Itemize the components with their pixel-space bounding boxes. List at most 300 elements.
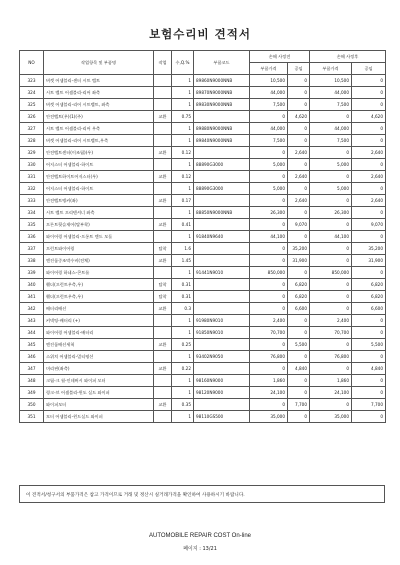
cell-code — [194, 339, 250, 351]
cell-after-labor: 0 — [352, 183, 386, 195]
cell-before-price: 0 — [250, 219, 288, 231]
cell-after-price: 0 — [310, 147, 352, 159]
cell-qty: 0.31 — [172, 279, 194, 291]
cell-no: 324 — [20, 87, 44, 99]
cell-before-labor: 0 — [288, 327, 310, 339]
cell-part: 크립-크 월-인데버시 와이퍼 모터 — [44, 375, 154, 387]
table-row — [20, 87, 386, 99]
cell-qty: 0.41 — [172, 219, 194, 231]
table-row — [20, 255, 386, 267]
cell-work — [154, 135, 172, 147]
cell-work: 교환 — [154, 195, 172, 207]
cell-no: 339 — [20, 267, 44, 279]
cell-code: 88850N9000NNB — [194, 207, 250, 219]
cell-before-labor: 4,620 — [288, 111, 310, 123]
header-after-part-price: 부품가격 — [310, 63, 352, 75]
cell-part: 어저스터 어셈블리-하이트 — [44, 159, 154, 171]
cell-before-price: 0 — [250, 171, 288, 183]
cell-after-price: 0 — [310, 243, 352, 255]
cell-after-price: 35,000 — [310, 411, 352, 423]
cell-work — [154, 159, 172, 171]
cell-part: 어저스터 어셈블리-하이트 — [44, 183, 154, 195]
cell-code: 98120N9000 — [194, 387, 250, 399]
cell-code — [194, 243, 250, 255]
cell-work — [154, 411, 172, 423]
cell-qty: 1 — [172, 351, 194, 363]
cell-code — [194, 219, 250, 231]
cell-before-labor: 0 — [288, 183, 310, 195]
cell-work — [154, 123, 172, 135]
cell-after-price: 0 — [310, 363, 352, 375]
cell-qty: 0.31 — [172, 291, 194, 303]
table-row — [20, 375, 386, 387]
cell-work: 교환 — [154, 303, 172, 315]
cell-after-labor: 0 — [352, 267, 386, 279]
cell-before-price: 0 — [250, 363, 288, 375]
cell-work: 교환 — [154, 219, 172, 231]
cell-before-labor: 6,600 — [288, 303, 310, 315]
cell-after-price: 0 — [310, 111, 352, 123]
cell-no: 334 — [20, 207, 44, 219]
table-row — [20, 267, 386, 279]
cell-code: 98110GS500 — [194, 411, 250, 423]
header-no: NO — [20, 51, 44, 75]
cell-part: 링크-브 어셈블리-윈도 실드 와이퍼 — [44, 387, 154, 399]
cell-no: 347 — [20, 363, 44, 375]
cell-after-price: 10,500 — [310, 75, 352, 87]
cell-qty: 1 — [172, 183, 194, 195]
cell-before-price: 5,000 — [250, 183, 288, 195]
cell-after-price: 2,400 — [310, 315, 352, 327]
cell-work: 교환 — [154, 111, 172, 123]
cell-work: 교환 — [154, 171, 172, 183]
cell-before-labor: 0 — [288, 159, 310, 171]
header-code: 부품코드 — [194, 51, 250, 75]
cell-no: 346 — [20, 351, 44, 363]
cell-after-labor: 0 — [352, 387, 386, 399]
cell-code: 91980N9010 — [194, 315, 250, 327]
header-after-labor: 공임 — [352, 63, 386, 75]
cell-before-price: 0 — [250, 243, 288, 255]
cell-after-labor: 2,640 — [352, 195, 386, 207]
cell-part: 시트 벨트 프리텐셔너 좌측 — [44, 207, 154, 219]
cell-no: 335 — [20, 219, 44, 231]
cell-after-labor: 7,700 — [352, 399, 386, 411]
cell-code: 91850N9010 — [194, 327, 250, 339]
cell-qty: 0.35 — [172, 399, 194, 411]
cell-before-price: 0 — [250, 195, 288, 207]
cell-code — [194, 303, 250, 315]
cell-before-price: 44,100 — [250, 231, 288, 243]
cell-after-price: 0 — [310, 303, 352, 315]
cell-code — [194, 195, 250, 207]
cell-code: 98160N9000 — [194, 375, 250, 387]
cell-no: 350 — [20, 399, 44, 411]
cell-work — [154, 207, 172, 219]
cell-code: 89880N9000NNB — [194, 123, 250, 135]
cell-after-labor: 0 — [352, 411, 386, 423]
cell-before-labor: 0 — [288, 231, 310, 243]
cell-code: 88890G3000 — [194, 159, 250, 171]
table-row — [20, 399, 386, 411]
cell-before-price: 5,000 — [250, 159, 288, 171]
cell-after-labor: 0 — [352, 135, 386, 147]
cell-qty: 1 — [172, 411, 194, 423]
cell-qty: 1 — [172, 135, 194, 147]
cell-work — [154, 375, 172, 387]
cell-after-price: 7,500 — [310, 99, 352, 111]
cell-code — [194, 363, 250, 375]
cell-part: 배터리배선 — [44, 303, 154, 315]
header-work: 작업 — [154, 51, 172, 75]
cell-after-price: 0 — [310, 291, 352, 303]
table-row — [20, 135, 386, 147]
cell-before-price: 24,100 — [250, 387, 288, 399]
cell-part: 와이퍼모터 — [44, 399, 154, 411]
cell-part: 커넥팅-배터리 (+) — [44, 315, 154, 327]
cell-before-price: 0 — [250, 147, 288, 159]
cell-after-labor: 0 — [352, 207, 386, 219]
cell-after-labor: 0 — [352, 75, 386, 87]
header-qty: 수,Q.% — [172, 51, 194, 75]
cell-part: 버켓 어셈블리-리어 시트벨트, 좌측 — [44, 99, 154, 111]
cell-after-labor: 0 — [352, 159, 386, 171]
cell-part: 버켓 어셈블리-리어 시트벨트,우측 — [44, 135, 154, 147]
table-row — [20, 147, 386, 159]
table-row — [20, 75, 386, 87]
cell-code — [194, 399, 250, 411]
cell-after-labor: 0 — [352, 351, 386, 363]
cell-part: 버켓 어셈블리-센터 시트 밸트 — [44, 75, 154, 87]
header-before-labor: 공임 — [288, 63, 310, 75]
cell-work — [154, 315, 172, 327]
cell-after-price: 24,100 — [310, 387, 352, 399]
cell-after-price: 1,860 — [310, 375, 352, 387]
cell-work: 교환 — [154, 363, 172, 375]
cell-qty: 0.3 — [172, 303, 194, 315]
cell-before-price: 0 — [250, 111, 288, 123]
cell-after-price: 76,800 — [310, 351, 352, 363]
disclaimer-note: 이 견적서/청구서의 부품가격은 참고 가격이므로 거래 및 정산시 실거래가격을 확인하여 사용하시기 바랍니다. — [19, 485, 385, 503]
cell-qty: 0.22 — [172, 363, 194, 375]
cell-no: 343 — [20, 315, 44, 327]
cell-qty: 1 — [172, 75, 194, 87]
cell-after-labor: 0 — [352, 99, 386, 111]
cell-after-price: 0 — [310, 255, 352, 267]
cell-no: 342 — [20, 303, 44, 315]
table-row — [20, 207, 386, 219]
cell-qty: 1.6 — [172, 243, 194, 255]
cell-work: 교환 — [154, 339, 172, 351]
cell-before-labor: 0 — [288, 315, 310, 327]
cell-qty: 0.25 — [172, 339, 194, 351]
cell-part: 안전벨트센터(이조립)(우) — [44, 147, 154, 159]
cell-before-labor: 9,070 — [288, 219, 310, 231]
header-part: 작업항목 및 부품명 — [44, 51, 154, 75]
table-row — [20, 159, 386, 171]
cell-code: 88890G3000 — [194, 183, 250, 195]
cell-part: 프론트뒷슬제어(탈부착) — [44, 219, 154, 231]
cell-part: 안전벨트하이트어저스터(우) — [44, 171, 154, 183]
cell-work — [154, 387, 172, 399]
cell-after-labor: 6,600 — [352, 303, 386, 315]
cell-after-price: 70,700 — [310, 327, 352, 339]
cell-before-labor: 0 — [288, 123, 310, 135]
cell-qty: 1 — [172, 207, 194, 219]
cell-before-price: 70,700 — [250, 327, 288, 339]
cell-code: 91441N9010 — [194, 267, 250, 279]
cell-after-labor: 4,840 — [352, 363, 386, 375]
cell-work: 탈착 — [154, 291, 172, 303]
cell-qty: 1 — [172, 231, 194, 243]
cell-work: 교환 — [154, 399, 172, 411]
cell-after-price: 5,000 — [310, 183, 352, 195]
cell-before-price: 35,000 — [250, 411, 288, 423]
cell-part: 스위치 어셈블리-멀티펑션 — [44, 351, 154, 363]
cell-code: 89830N9000NNB — [194, 99, 250, 111]
cell-code — [194, 291, 250, 303]
cell-before-labor: 6,820 — [288, 279, 310, 291]
header-before: 손해 사정전 — [250, 51, 310, 63]
table-row — [20, 351, 386, 363]
table-row — [20, 387, 386, 399]
cell-part: 휀더(프런트우측,우) — [44, 291, 154, 303]
cell-before-price: 44,000 — [250, 87, 288, 99]
cell-before-labor: 0 — [288, 411, 310, 423]
cell-qty: 1 — [172, 387, 194, 399]
cell-before-labor: 0 — [288, 135, 310, 147]
cell-no: 344 — [20, 327, 44, 339]
cell-no: 345 — [20, 339, 44, 351]
cell-work: 탈착 — [154, 243, 172, 255]
cell-after-labor: 5,500 — [352, 339, 386, 351]
cell-after-labor: 9,070 — [352, 219, 386, 231]
table-body — [20, 75, 386, 423]
table-header — [20, 51, 386, 75]
cell-after-price: 7,500 — [310, 135, 352, 147]
cell-no: 338 — [20, 255, 44, 267]
cell-work: 교환 — [154, 255, 172, 267]
cell-qty: 0.17 — [172, 195, 194, 207]
cell-before-price: 0 — [250, 399, 288, 411]
table-row — [20, 123, 386, 135]
cell-part: 시트 벨트 어셈블리-리어 우측 — [44, 123, 154, 135]
table-row — [20, 171, 386, 183]
cell-no: 348 — [20, 375, 44, 387]
cell-part: 안전벨트(우)(1)(주) — [44, 111, 154, 123]
cell-no: 340 — [20, 279, 44, 291]
table-row — [20, 183, 386, 195]
cell-work: 탈착 — [154, 279, 172, 291]
cell-no: 337 — [20, 243, 44, 255]
cell-before-labor: 0 — [288, 267, 310, 279]
cell-before-price: 0 — [250, 339, 288, 351]
cell-after-price: 44,000 — [310, 87, 352, 99]
table-row — [20, 279, 386, 291]
cell-before-price: 10,500 — [250, 75, 288, 87]
cell-work — [154, 75, 172, 87]
cell-part: 모터 어셈블리-윈드실드 와이퍼 — [44, 411, 154, 423]
cell-after-labor: 6,820 — [352, 291, 386, 303]
cell-before-price: 1,860 — [250, 375, 288, 387]
cell-before-labor: 2,640 — [288, 147, 310, 159]
cell-before-price: 0 — [250, 291, 288, 303]
cell-part: 휀더(프런트우측,우) — [44, 279, 154, 291]
cell-after-price: 0 — [310, 399, 352, 411]
cell-after-price: 0 — [310, 219, 352, 231]
cell-after-price: 26,300 — [310, 207, 352, 219]
cell-after-price: 44,100 — [310, 231, 352, 243]
cell-qty: 1 — [172, 327, 194, 339]
cell-before-labor: 35,200 — [288, 243, 310, 255]
estimate-table — [19, 50, 386, 423]
cell-after-price: 44,000 — [310, 123, 352, 135]
table-row — [20, 363, 386, 375]
cell-work — [154, 267, 172, 279]
cell-part: 와이어링 하네스-콘트롤 — [44, 267, 154, 279]
cell-no: 341 — [20, 291, 44, 303]
cell-no: 328 — [20, 135, 44, 147]
cell-code: 89840N9000NNB — [194, 135, 250, 147]
cell-no: 330 — [20, 159, 44, 171]
cell-part: 엔진룸중조막수비(전체) — [44, 255, 154, 267]
cell-after-labor: 0 — [352, 375, 386, 387]
cell-qty: 0.75 — [172, 111, 194, 123]
table-row — [20, 411, 386, 423]
cell-after-labor: 0 — [352, 123, 386, 135]
cell-code: 91840N9640 — [194, 231, 250, 243]
cell-before-price: 0 — [250, 303, 288, 315]
cell-code: 89870N9000NNB — [194, 87, 250, 99]
cell-code — [194, 279, 250, 291]
cell-part: 머리핀(좌측) — [44, 363, 154, 375]
cell-no: 329 — [20, 147, 44, 159]
cell-before-price: 7,500 — [250, 135, 288, 147]
cell-before-labor: 0 — [288, 75, 310, 87]
cell-qty: 1.45 — [172, 255, 194, 267]
footer-brand: AUTOMOBILE REPAIR COST On-line — [148, 533, 252, 539]
cell-before-price: 0 — [250, 255, 288, 267]
table-row — [20, 111, 386, 123]
cell-work — [154, 99, 172, 111]
cell-after-price: 5,000 — [310, 159, 352, 171]
table-row — [20, 339, 386, 351]
cell-qty: 0.12 — [172, 147, 194, 159]
cell-code — [194, 111, 250, 123]
cell-before-price: 76,800 — [250, 351, 288, 363]
cell-no: 331 — [20, 171, 44, 183]
cell-code — [194, 255, 250, 267]
cell-before-labor: 5,500 — [288, 339, 310, 351]
cell-before-labor: 4,840 — [288, 363, 310, 375]
page-number: 페이지 : 13/21 — [183, 546, 217, 552]
cell-before-labor: 0 — [288, 387, 310, 399]
cell-part: 안전벨트앵커(좌) — [44, 195, 154, 207]
cell-code — [194, 171, 250, 183]
table-row — [20, 327, 386, 339]
cell-no: 332 — [20, 183, 44, 195]
cell-part: 프런트와이어링 — [44, 243, 154, 255]
cell-code: 89860N9000NNB — [194, 75, 250, 87]
cell-qty: 1 — [172, 123, 194, 135]
cell-part: 와이어링 어셈블리-프롱트 엔드 모듈 — [44, 231, 154, 243]
cell-work — [154, 327, 172, 339]
cell-after-price: 0 — [310, 279, 352, 291]
table-row — [20, 99, 386, 111]
cell-before-labor: 0 — [288, 351, 310, 363]
cell-before-labor: 7,700 — [288, 399, 310, 411]
cell-before-price: 26,300 — [250, 207, 288, 219]
cell-before-price: 850,000 — [250, 267, 288, 279]
cell-before-labor: 2,640 — [288, 195, 310, 207]
cell-part: 시트 벨트 어셈블리-리어 좌측 — [44, 87, 154, 99]
cell-before-price: 44,000 — [250, 123, 288, 135]
cell-no: 333 — [20, 195, 44, 207]
cell-qty: 1 — [172, 159, 194, 171]
table-row — [20, 303, 386, 315]
header-before-part-price: 부품가격 — [250, 63, 288, 75]
table-row — [20, 219, 386, 231]
cell-qty: 1 — [172, 315, 194, 327]
cell-part: 와이어링 어셈블리-배터리 — [44, 327, 154, 339]
cell-no: 326 — [20, 111, 44, 123]
cell-after-price: 0 — [310, 171, 352, 183]
cell-before-labor: 0 — [288, 99, 310, 111]
cell-before-labor: 0 — [288, 207, 310, 219]
cell-qty: 1 — [172, 99, 194, 111]
cell-after-labor: 31,900 — [352, 255, 386, 267]
cell-after-price: 850,000 — [310, 267, 352, 279]
cell-no: 327 — [20, 123, 44, 135]
cell-after-labor: 2,640 — [352, 171, 386, 183]
cell-after-labor: 4,620 — [352, 111, 386, 123]
cell-work: 교환 — [154, 147, 172, 159]
cell-work — [154, 87, 172, 99]
cell-qty: 1 — [172, 87, 194, 99]
cell-work — [154, 183, 172, 195]
cell-after-price: 0 — [310, 195, 352, 207]
cell-before-labor: 6,820 — [288, 291, 310, 303]
cell-before-price: 7,500 — [250, 99, 288, 111]
cell-before-labor: 0 — [288, 375, 310, 387]
header-after: 손해 사정후 — [310, 51, 386, 63]
cell-code: 93402N9050 — [194, 351, 250, 363]
table-row — [20, 291, 386, 303]
cell-after-labor: 6,820 — [352, 279, 386, 291]
cell-after-labor: 2,640 — [352, 147, 386, 159]
cell-no: 336 — [20, 231, 44, 243]
cell-part: 엔진룸배선세척 — [44, 339, 154, 351]
table-row — [20, 315, 386, 327]
cell-before-labor: 0 — [288, 87, 310, 99]
cell-no: 325 — [20, 99, 44, 111]
cell-after-labor: 0 — [352, 231, 386, 243]
cell-code — [194, 147, 250, 159]
cell-before-labor: 2,640 — [288, 171, 310, 183]
cell-before-price: 0 — [250, 279, 288, 291]
table-row — [20, 231, 386, 243]
table-row — [20, 195, 386, 207]
cell-no: 349 — [20, 387, 44, 399]
cell-before-price: 2,400 — [250, 315, 288, 327]
table-row — [20, 243, 386, 255]
cell-after-labor: 35,200 — [352, 243, 386, 255]
cell-after-labor: 0 — [352, 315, 386, 327]
cell-no: 323 — [20, 75, 44, 87]
cell-before-labor: 31,900 — [288, 255, 310, 267]
cell-after-price: 0 — [310, 339, 352, 351]
cell-work — [154, 231, 172, 243]
